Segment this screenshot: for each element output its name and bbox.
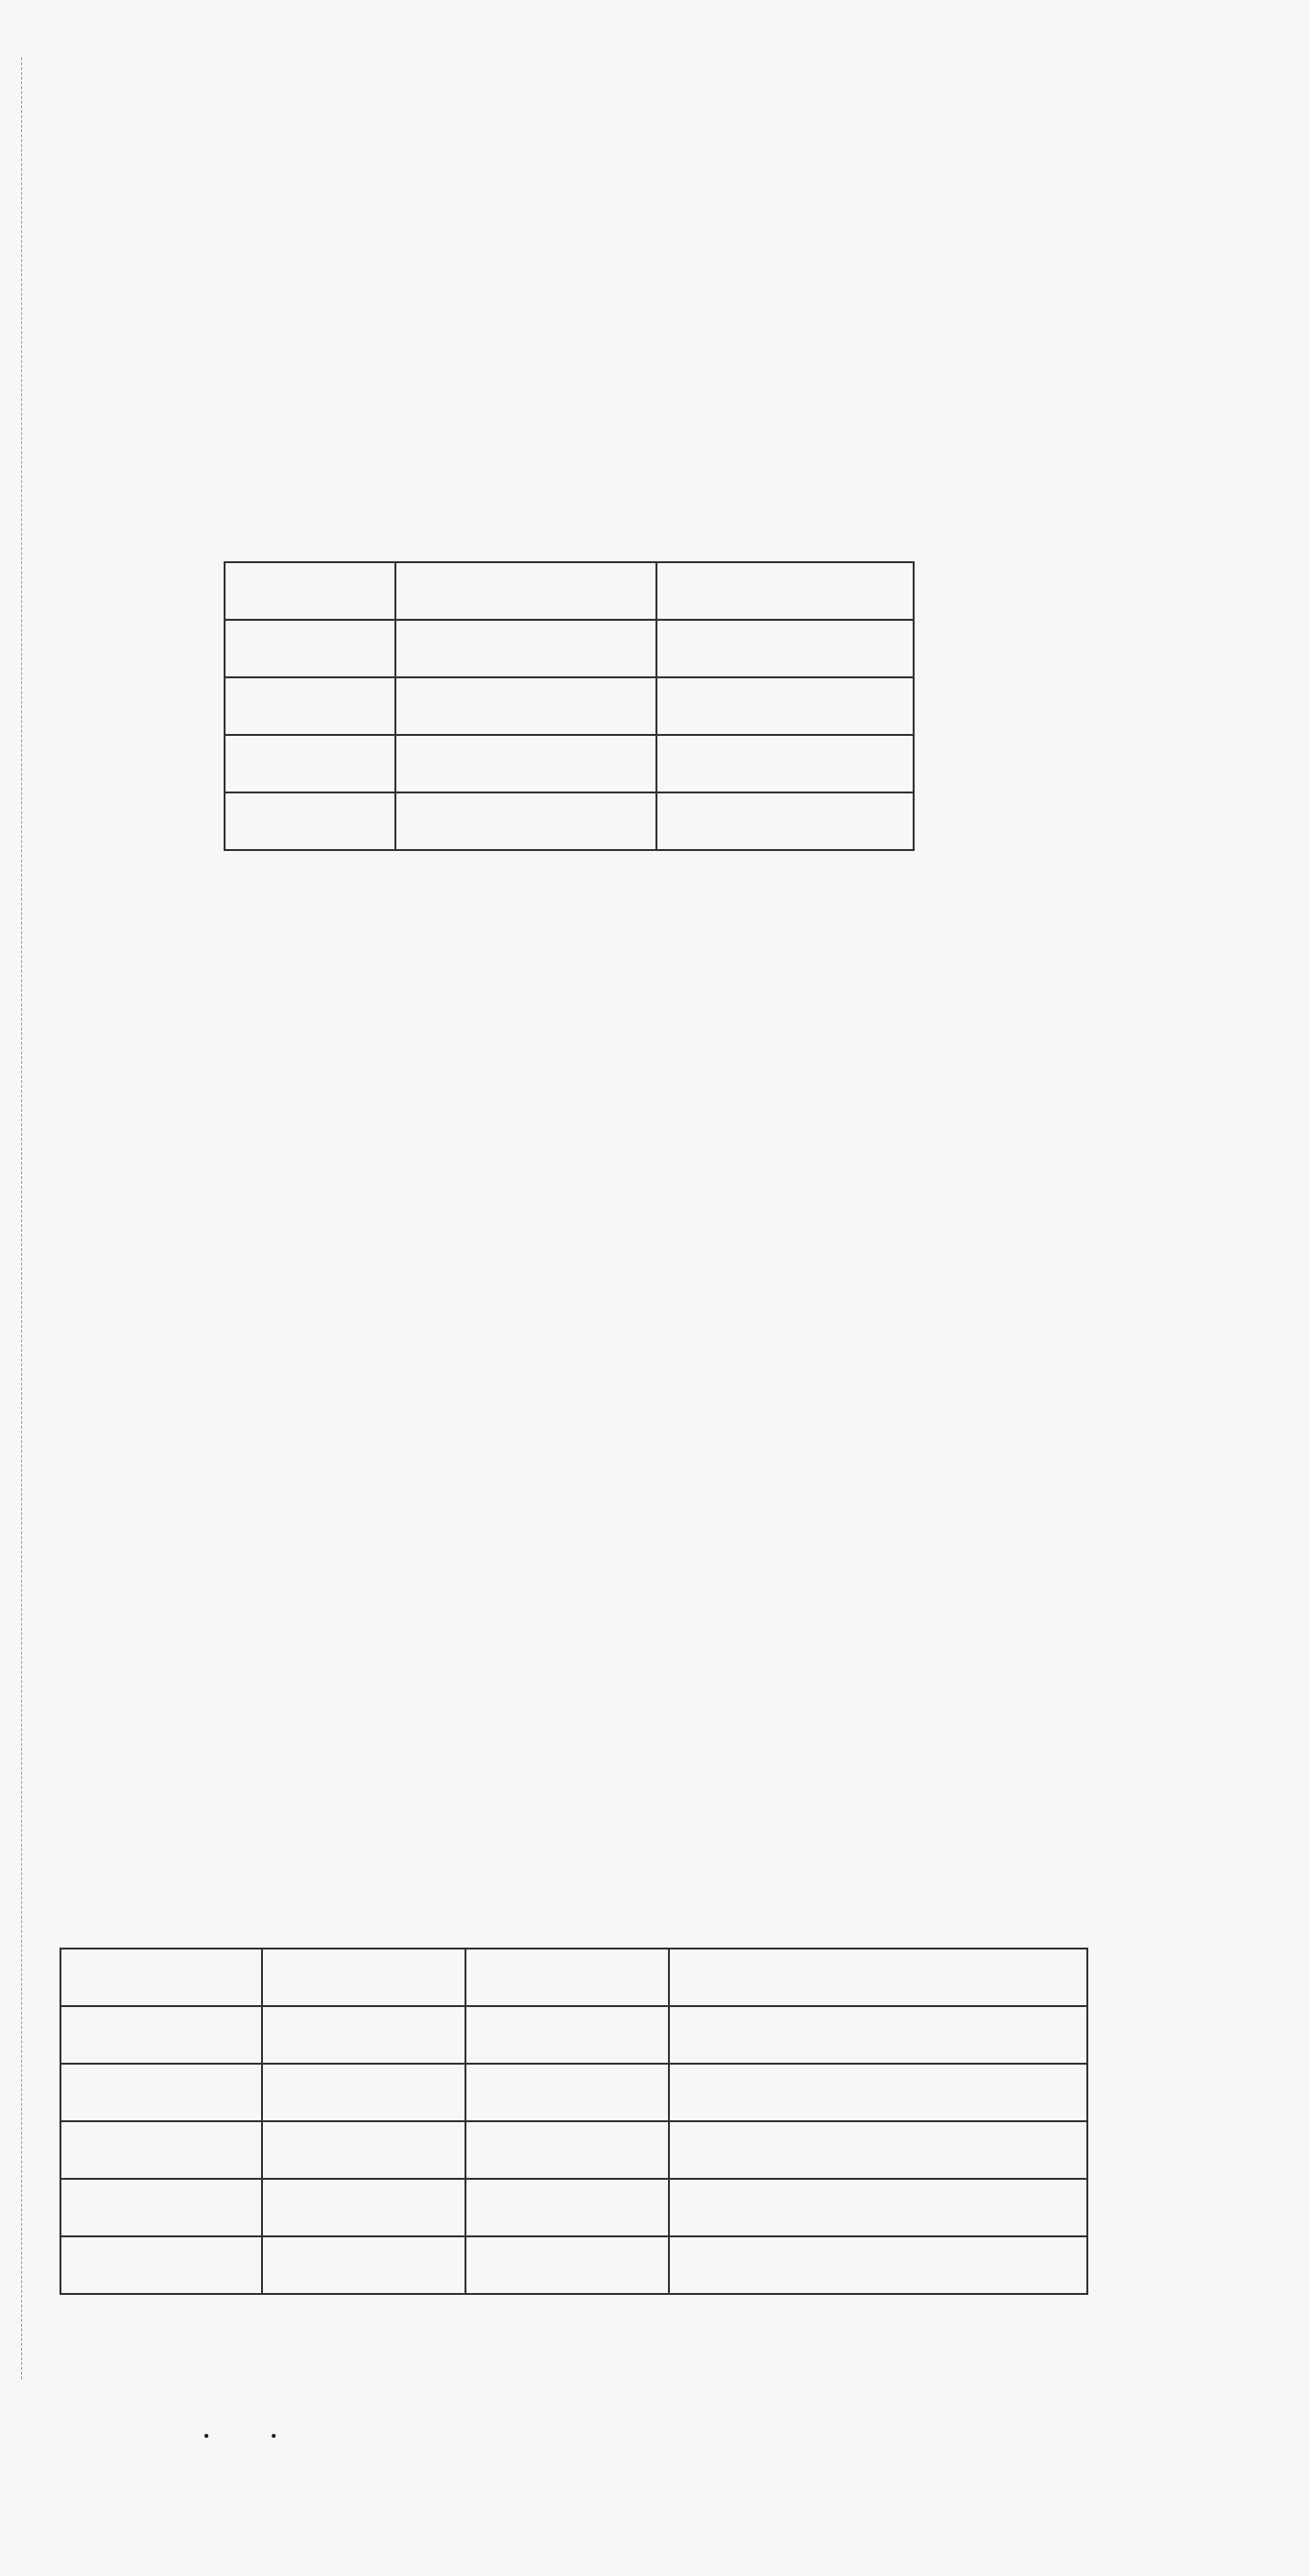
table-cell	[395, 620, 656, 677]
table-cell	[60, 2064, 262, 2121]
table-cell	[262, 2121, 465, 2179]
table-row	[225, 620, 914, 677]
header-owner	[669, 1949, 1087, 2006]
table-cell	[669, 2121, 1087, 2179]
table-cell	[465, 2006, 669, 2064]
table-cell	[395, 735, 656, 792]
table-cell	[262, 2064, 465, 2121]
table-row	[60, 2236, 1087, 2294]
header-colors	[656, 562, 914, 620]
table-row	[60, 2179, 1087, 2236]
table-cell	[656, 735, 914, 792]
table-row	[225, 735, 914, 792]
table-cell	[669, 2236, 1087, 2294]
table-cell	[395, 677, 656, 735]
table-cell	[225, 620, 395, 677]
table-cell	[669, 2179, 1087, 2236]
table-row	[60, 2121, 1087, 2179]
table-cell	[60, 2236, 262, 2294]
page-number	[202, 2418, 278, 2454]
table-cell	[465, 2064, 669, 2121]
table-cell	[225, 677, 395, 735]
header-things	[395, 562, 656, 620]
table-cell	[465, 2179, 669, 2236]
table-cell	[262, 2236, 465, 2294]
table-cell	[395, 792, 656, 850]
table-row	[225, 792, 914, 850]
table-cell	[60, 2179, 262, 2236]
table-cell	[669, 2064, 1087, 2121]
table-cell	[656, 792, 914, 850]
header-number	[262, 1949, 465, 2006]
table-cell	[225, 792, 395, 850]
table-cell	[262, 2006, 465, 2064]
header-price	[465, 1949, 669, 2006]
header-names	[225, 562, 395, 620]
margin-guide	[21, 58, 22, 2379]
table-cell	[656, 677, 914, 735]
table-cell	[465, 2236, 669, 2294]
table-cell	[669, 2006, 1087, 2064]
table-row	[60, 2064, 1087, 2121]
table-header-row	[225, 562, 914, 620]
table-cell	[225, 735, 395, 792]
page-dot-left: ·	[202, 2418, 212, 2454]
table-cell	[465, 2121, 669, 2179]
table-cell	[60, 2006, 262, 2064]
table-cell	[262, 2179, 465, 2236]
page-dot-right: ·	[269, 2418, 279, 2454]
table-row	[225, 677, 914, 735]
header-thing	[60, 1949, 262, 2006]
passage-a-table	[224, 561, 915, 851]
passage-c-table	[60, 1948, 1088, 2295]
table-row	[60, 2006, 1087, 2064]
table-header-row	[60, 1949, 1087, 2006]
table-cell	[60, 2121, 262, 2179]
table-cell	[656, 620, 914, 677]
